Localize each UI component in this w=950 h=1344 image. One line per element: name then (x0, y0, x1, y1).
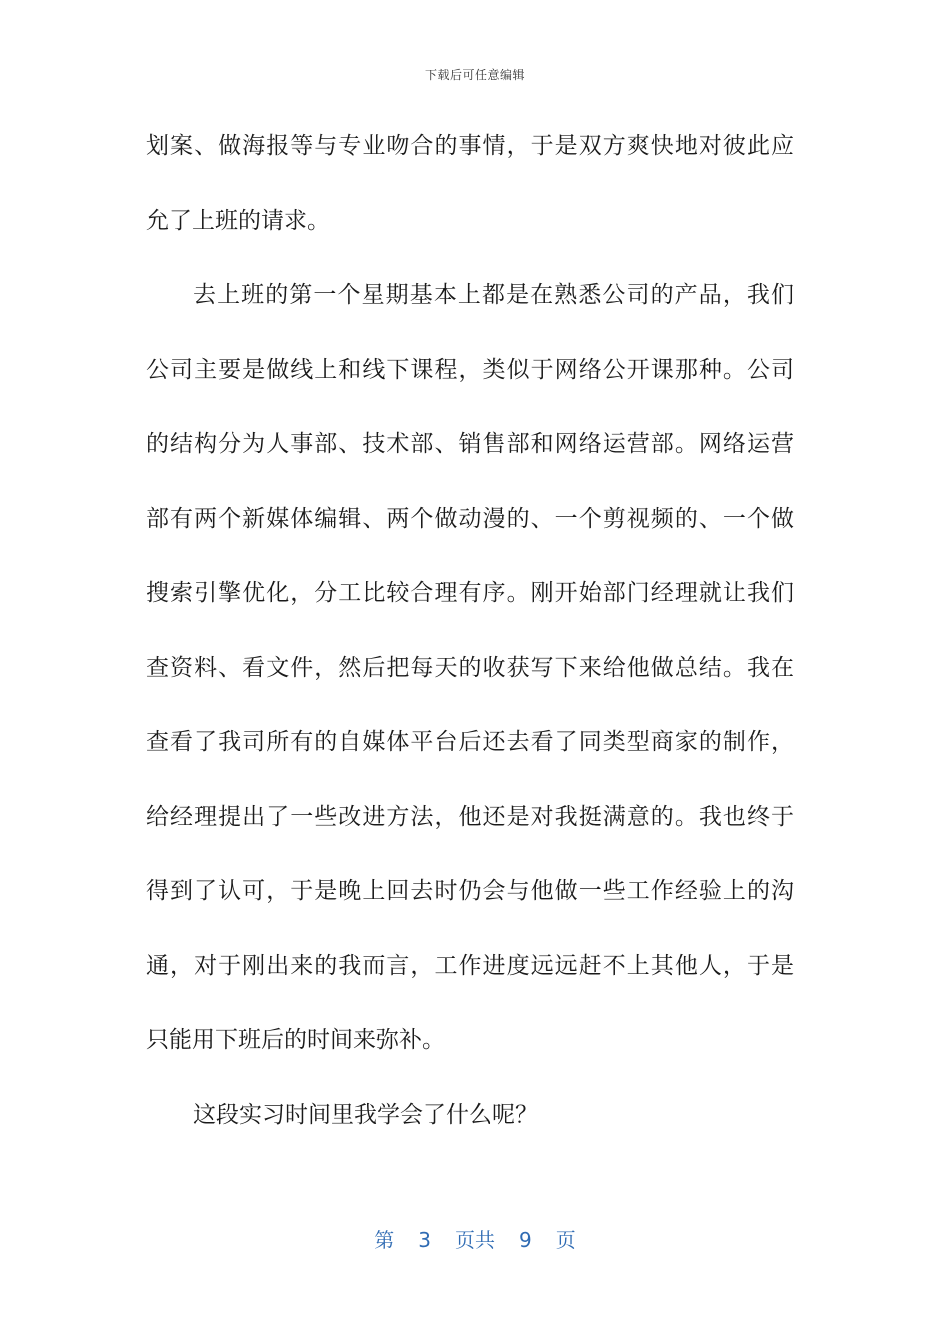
paragraph-2-line-9: 得到了认可，于是晚上回去时仍会与他做一些工作经验上的沟 (146, 878, 794, 904)
paragraph-3-line-1: 这段实习时间里我学会了什么呢？ (193, 1101, 538, 1128)
footer-middle: 页共 (455, 1228, 495, 1252)
footer-prefix: 第 (374, 1228, 395, 1252)
paragraph-2-line-1: 去上班的第一个星期基本上都是在熟悉公司的产品，我们 (193, 282, 794, 308)
paragraph-2-line-11: 只能用下班后的时间来弥补。 (146, 1027, 445, 1053)
paragraph-2-line-4: 部有两个新媒体编辑、两个做动漫的、一个剪视频的、一个做 (146, 505, 794, 532)
paragraph-2-line-10: 通，对于刚出来的我而言，工作进度远远赶不上其他人，于是 (146, 952, 794, 979)
paragraph-2-line-5: 搜索引擎优化，分工比较合理有序。刚开始部门经理就让我们 (146, 580, 794, 606)
document-body (146, 109, 794, 1152)
paragraph-2-line-3: 的结构分为人事部、技术部、销售部和网络运营部。网络运营 (146, 431, 794, 457)
paragraph-2-line-8: 给经理提出了一些改进方法，他还是对我挺满意的。我也终于 (146, 803, 794, 830)
paragraph-1-line-1: 划案、做海报等与专业吻合的事情，于是双方爽快地对彼此应 (146, 133, 794, 159)
page-footer (0, 1224, 950, 1253)
paragraph-2-line-6: 查资料、看文件，然后把每天的收获写下来给他做总结。我在 (146, 654, 794, 681)
paragraph-1-line-2: 允了上班的请求。 (146, 207, 330, 234)
paragraph-2-line-2: 公司主要是做线上和线下课程，类似于网络公开课那种。公司 (146, 356, 794, 383)
current-page-number: 3 (418, 1228, 431, 1252)
total-pages-number: 9 (519, 1228, 532, 1252)
paragraph-2-line-7: 查看了我司所有的自媒体平台后还去看了同类型商家的制作， (146, 729, 794, 755)
footer-suffix: 页 (555, 1228, 576, 1252)
header-note: 下载后可任意编辑 (424, 68, 525, 82)
